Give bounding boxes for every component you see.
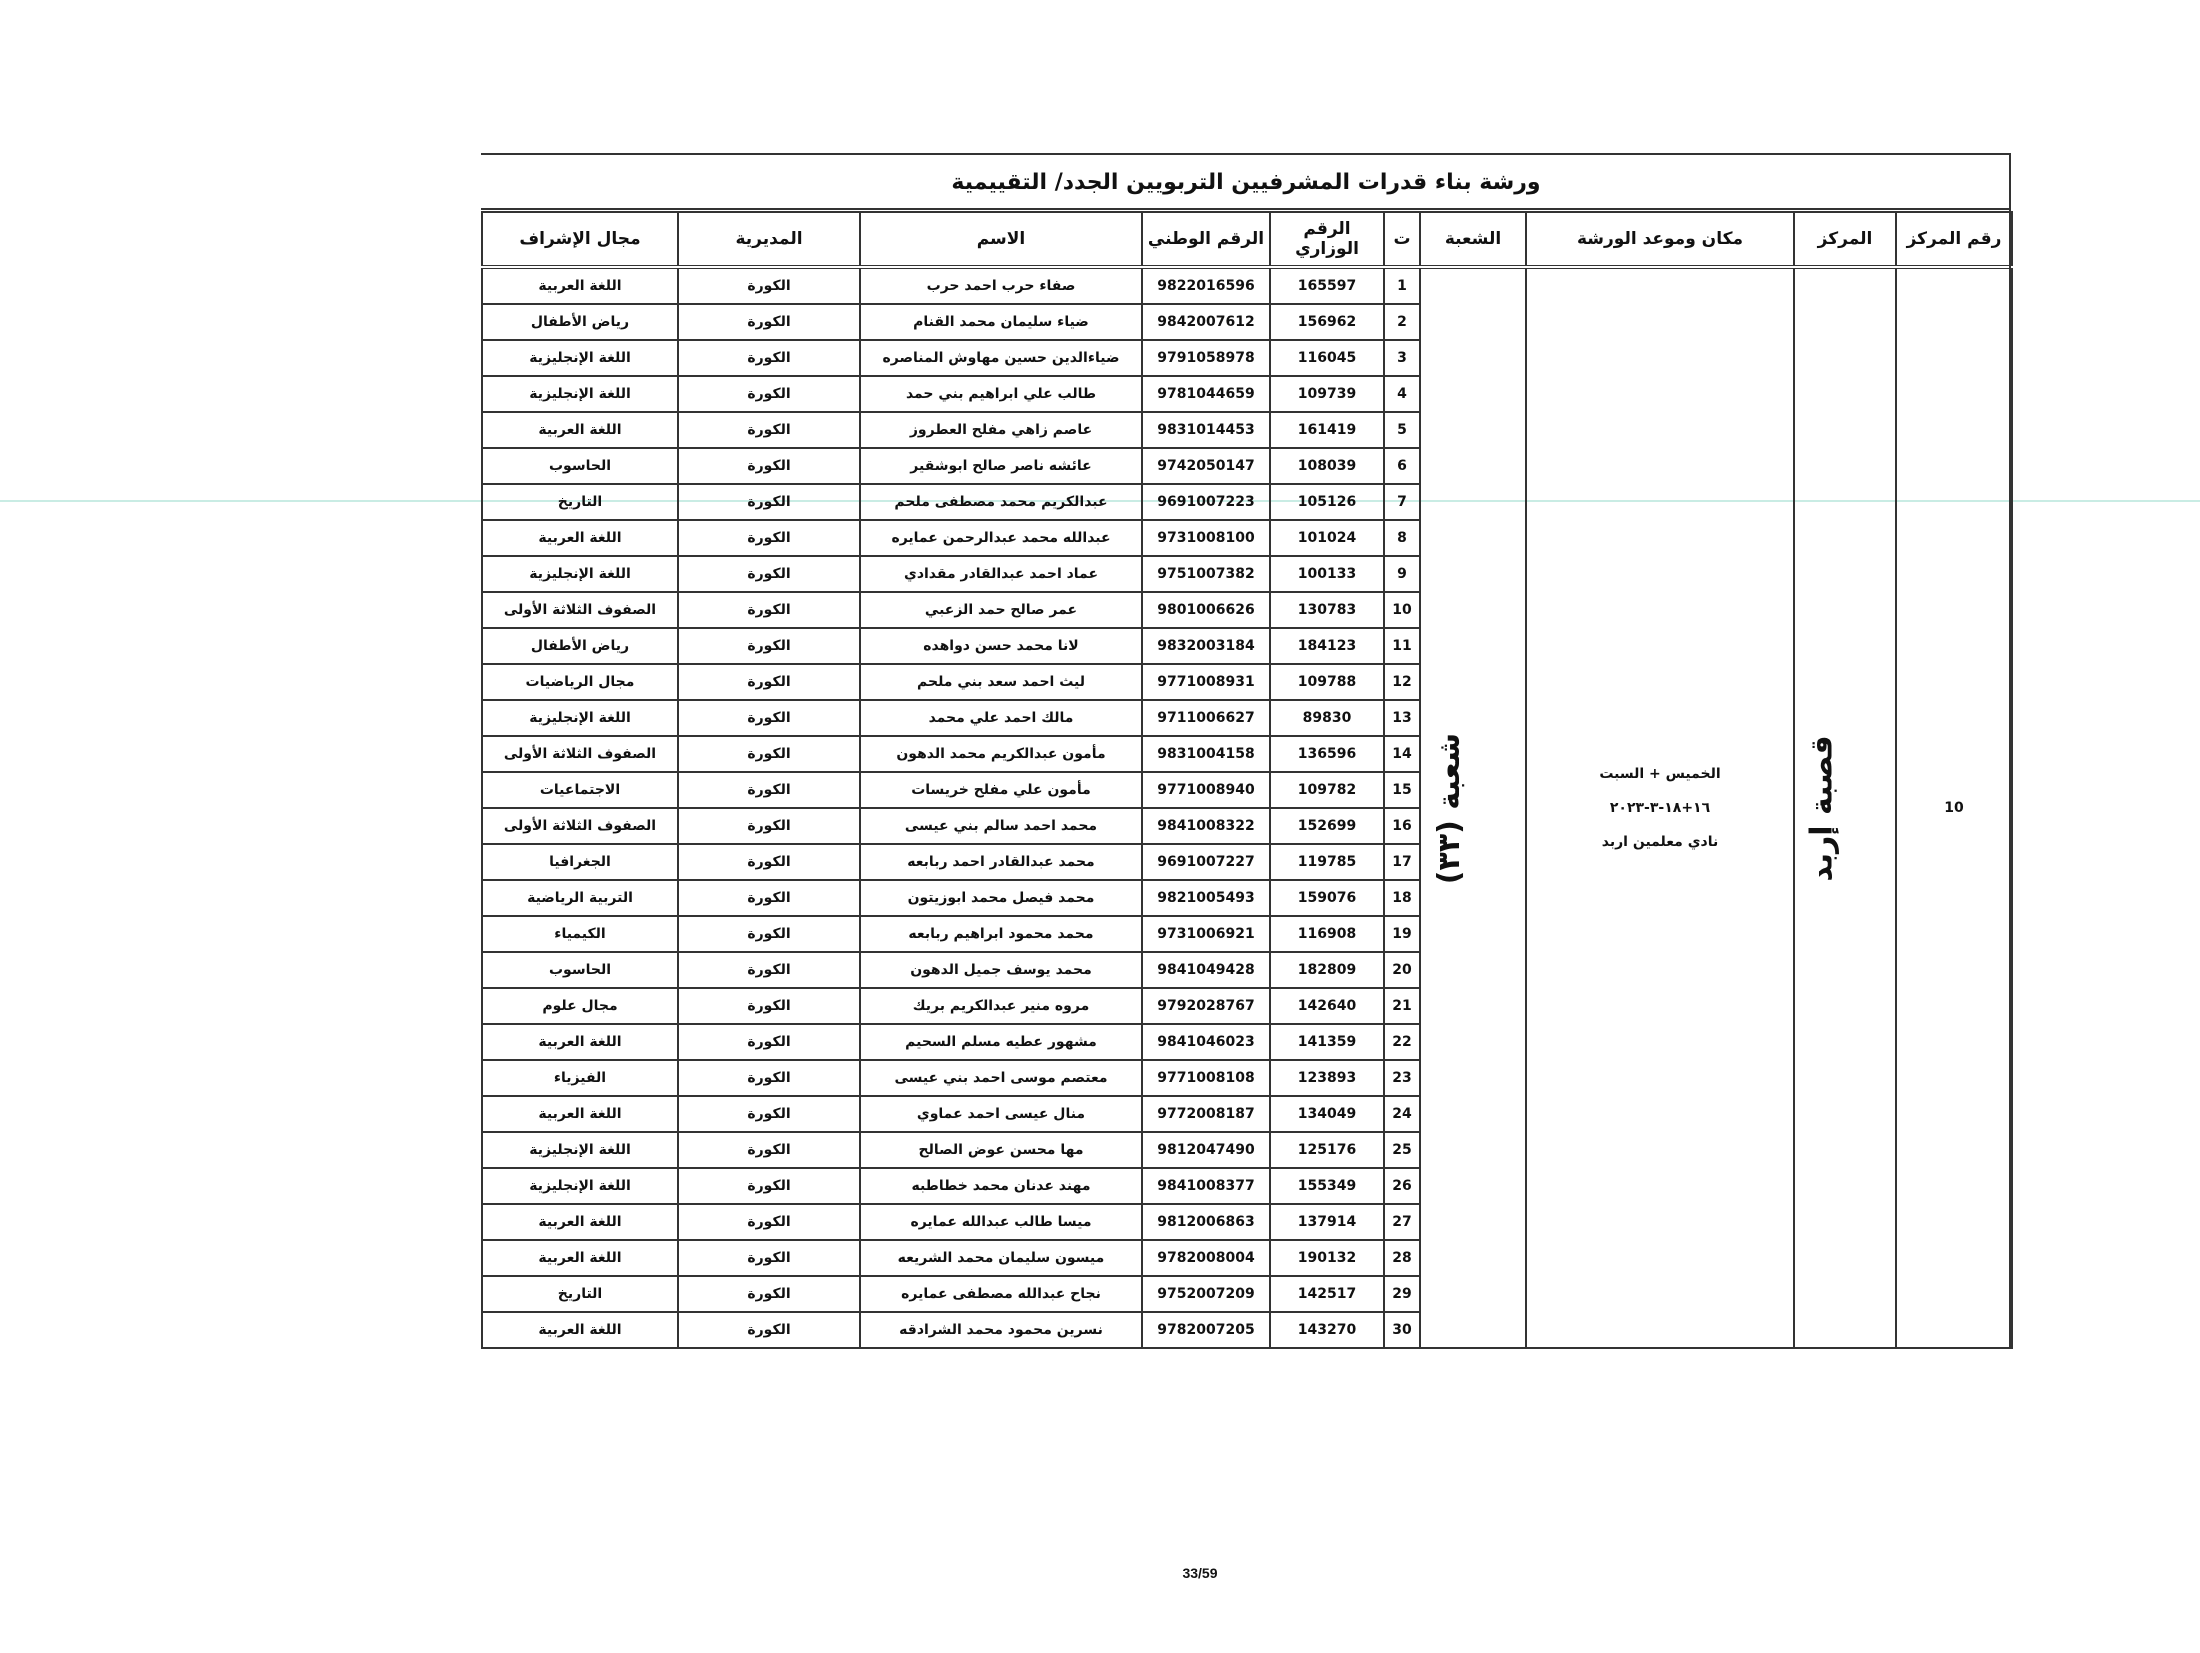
name-cell: عاصم زاهي مفلح العطروز [860,412,1142,448]
national-no-cell: 9711006627 [1142,700,1270,736]
directorate-cell: الكورة [678,1240,860,1276]
national-no-cell: 9841008322 [1142,808,1270,844]
ministry-no-cell: 105126 [1270,484,1384,520]
name-cell: مالك احمد علي محمد [860,700,1142,736]
seq-cell: 5 [1384,412,1420,448]
field-cell: التربية الرياضية [482,880,678,916]
national-no-cell: 9771008931 [1142,664,1270,700]
ministry-no-cell: 161419 [1270,412,1384,448]
header-ministry-no: الرقم الوزاري [1270,212,1384,267]
name-cell: عماد احمد عبدالقادر مقدادي [860,556,1142,592]
field-cell: التاريخ [482,1276,678,1312]
table-header-row [482,212,2012,267]
directorate-cell: الكورة [678,1132,860,1168]
ministry-no-cell: 134049 [1270,1096,1384,1132]
ministry-no-cell: 137914 [1270,1204,1384,1240]
directorate-cell: الكورة [678,988,860,1024]
seq-cell: 9 [1384,556,1420,592]
field-cell: اللغة الإنجليزية [482,340,678,376]
field-cell: الحاسوب [482,952,678,988]
ministry-no-cell: 130783 [1270,592,1384,628]
directorate-cell: الكورة [678,592,860,628]
directorate-cell: الكورة [678,1204,860,1240]
field-cell: اللغة الإنجليزية [482,1168,678,1204]
field-cell: اللغة الإنجليزية [482,556,678,592]
national-no-cell: 9781044659 [1142,376,1270,412]
directorate-cell: الكورة [678,1276,860,1312]
directorate-cell: الكورة [678,267,860,304]
section-cell [1420,267,1526,1348]
seq-cell: 21 [1384,988,1420,1024]
name-cell: صفاء حرب احمد حرب [860,267,1142,304]
seq-cell: 6 [1384,448,1420,484]
directorate-cell: الكورة [678,1060,860,1096]
table-row [482,267,2012,304]
header-field: مجال الإشراف [482,212,678,267]
national-no-cell: 9841008377 [1142,1168,1270,1204]
seq-cell: 4 [1384,376,1420,412]
national-no-cell: 9842007612 [1142,304,1270,340]
directorate-cell: الكورة [678,664,860,700]
national-no-cell: 9731008100 [1142,520,1270,556]
name-cell: مها محسن عوض الصالح [860,1132,1142,1168]
directorate-cell: الكورة [678,448,860,484]
seq-cell: 24 [1384,1096,1420,1132]
national-no-cell: 9772008187 [1142,1096,1270,1132]
directorate-cell: الكورة [678,1024,860,1060]
name-cell: ميسون سليمان محمد الشريعه [860,1240,1142,1276]
name-cell: منال عيسى احمد عماوي [860,1096,1142,1132]
national-no-cell: 9791058978 [1142,340,1270,376]
directorate-cell: الكورة [678,808,860,844]
seq-cell: 16 [1384,808,1420,844]
national-no-cell: 9831004158 [1142,736,1270,772]
name-cell: مهند عدنان محمد خطاطبه [860,1168,1142,1204]
ministry-no-cell: 123893 [1270,1060,1384,1096]
seq-cell: 8 [1384,520,1420,556]
field-cell: الكيمياء [482,916,678,952]
directorate-cell: الكورة [678,844,860,880]
header-section: الشعبة [1420,212,1526,267]
seq-cell: 22 [1384,1024,1420,1060]
ministry-no-cell: 190132 [1270,1240,1384,1276]
field-cell: مجال الرياضيات [482,664,678,700]
national-no-cell: 9821005493 [1142,880,1270,916]
name-cell: معتصم موسى احمد بني عيسى [860,1060,1142,1096]
directorate-cell: الكورة [678,736,860,772]
seq-cell: 7 [1384,484,1420,520]
ministry-no-cell: 116908 [1270,916,1384,952]
ministry-no-cell: 101024 [1270,520,1384,556]
national-no-cell: 9742050147 [1142,448,1270,484]
field-cell: اللغة العربية [482,1204,678,1240]
directorate-cell: الكورة [678,772,860,808]
seq-cell: 14 [1384,736,1420,772]
field-cell: اللغة العربية [482,412,678,448]
national-no-cell: 9841049428 [1142,952,1270,988]
seq-cell: 28 [1384,1240,1420,1276]
field-cell: اللغة العربية [482,1312,678,1348]
ministry-no-cell: 136596 [1270,736,1384,772]
name-cell: ليث احمد سعد بني ملحم [860,664,1142,700]
national-no-cell: 9771008108 [1142,1060,1270,1096]
directorate-cell: الكورة [678,520,860,556]
participants-table [481,211,2013,1349]
national-no-cell: 9841046023 [1142,1024,1270,1060]
directorate-cell: الكورة [678,628,860,664]
name-cell: مروه منير عبدالكريم بريك [860,988,1142,1024]
field-cell: اللغة الإنجليزية [482,700,678,736]
name-cell: عبدالكريم محمد مصطفى ملحم [860,484,1142,520]
field-cell: اللغة العربية [482,1096,678,1132]
name-cell: محمد عبدالقادر احمد ربابعه [860,844,1142,880]
directorate-cell: الكورة [678,916,860,952]
name-cell: محمد محمود ابراهيم ربابعه [860,916,1142,952]
venue-days: الخميس + السبت [1599,766,1721,782]
seq-cell: 10 [1384,592,1420,628]
field-cell: رياض الأطفال [482,304,678,340]
ministry-no-cell: 141359 [1270,1024,1384,1060]
national-no-cell: 9751007382 [1142,556,1270,592]
table-body [482,267,2012,1348]
national-no-cell: 9832003184 [1142,628,1270,664]
seq-cell: 3 [1384,340,1420,376]
header-national-no: الرقم الوطني [1142,212,1270,267]
ministry-no-cell: 165597 [1270,267,1384,304]
name-cell: عبدالله محمد عبدالرحمن عمايره [860,520,1142,556]
header-center: المركز [1794,212,1896,267]
name-cell: ضياءالدين حسين مهاوش المناصره [860,340,1142,376]
section-label: شعبة (٣٣) [1431,732,1467,884]
national-no-cell: 9812006863 [1142,1204,1270,1240]
field-cell: اللغة الإنجليزية [482,376,678,412]
ministry-no-cell: 159076 [1270,880,1384,916]
name-cell: مأمون علي مفلح خريسات [860,772,1142,808]
seq-cell: 2 [1384,304,1420,340]
field-cell: اللغة العربية [482,520,678,556]
seq-cell: 15 [1384,772,1420,808]
ministry-no-cell: 119785 [1270,844,1384,880]
ministry-no-cell: 116045 [1270,340,1384,376]
directorate-cell: الكورة [678,880,860,916]
field-cell: الصفوف الثلاثة الأولى [482,808,678,844]
field-cell: اللغة العربية [482,267,678,304]
name-cell: مشهور عطيه مسلم السحيم [860,1024,1142,1060]
name-cell: ميسا طالب عبدالله عمايره [860,1204,1142,1240]
national-no-cell: 9801006626 [1142,592,1270,628]
directorate-cell: الكورة [678,556,860,592]
ministry-no-cell: 109739 [1270,376,1384,412]
name-cell: مأمون عبدالكريم محمد الدهون [860,736,1142,772]
name-cell: نسرين محمود محمد الشرادقه [860,1312,1142,1348]
name-cell: محمد احمد سالم بني عيسى [860,808,1142,844]
name-cell: محمد يوسف جميل الدهون [860,952,1142,988]
national-no-cell: 9831014453 [1142,412,1270,448]
page-number: 33/59 [1182,1565,1218,1581]
directorate-cell: الكورة [678,376,860,412]
field-cell: التاريخ [482,484,678,520]
field-cell: الاجتماعيات [482,772,678,808]
national-no-cell: 9782007205 [1142,1312,1270,1348]
ministry-no-cell: 152699 [1270,808,1384,844]
header-seq: ت [1384,212,1420,267]
directorate-cell: الكورة [678,952,860,988]
ministry-no-cell: 155349 [1270,1168,1384,1204]
national-no-cell: 9792028767 [1142,988,1270,1024]
header-venue: مكان وموعد الورشة [1526,212,1794,267]
seq-cell: 18 [1384,880,1420,916]
document-title: ورشة بناء قدرات المشرفيين التربويين الجدد/ التقييمية [481,155,2011,210]
national-no-cell: 9691007227 [1142,844,1270,880]
seq-cell: 11 [1384,628,1420,664]
center-name: قصبة إربد [1804,734,1840,882]
national-no-cell: 9812047490 [1142,1132,1270,1168]
directorate-cell: الكورة [678,1096,860,1132]
ministry-no-cell: 142517 [1270,1276,1384,1312]
field-cell: رياض الأطفال [482,628,678,664]
national-no-cell: 9822016596 [1142,267,1270,304]
header-directorate: المديرية [678,212,860,267]
seq-cell: 29 [1384,1276,1420,1312]
ministry-no-cell: 100133 [1270,556,1384,592]
directorate-cell: الكورة [678,412,860,448]
field-cell: الصفوف الثلاثة الأولى [482,736,678,772]
field-cell: مجال علوم [482,988,678,1024]
seq-cell: 30 [1384,1312,1420,1348]
ministry-no-cell: 89830 [1270,700,1384,736]
directorate-cell: الكورة [678,700,860,736]
venue-dates: ١٦+١٨-٣-٢٠٢٣ [1609,800,1711,816]
name-cell: عمر صالح حمد الزعبي [860,592,1142,628]
field-cell: الحاسوب [482,448,678,484]
seq-cell: 12 [1384,664,1420,700]
field-cell: اللغة العربية [482,1024,678,1060]
header-center-no: رقم المركز [1896,212,2012,267]
seq-cell: 1 [1384,267,1420,304]
name-cell: طالب علي ابراهيم بني حمد [860,376,1142,412]
ministry-no-cell: 182809 [1270,952,1384,988]
directorate-cell: الكورة [678,1312,860,1348]
directorate-cell: الكورة [678,1168,860,1204]
seq-cell: 27 [1384,1204,1420,1240]
ministry-no-cell: 156962 [1270,304,1384,340]
field-cell: اللغة العربية [482,1240,678,1276]
field-cell: الفيزياء [482,1060,678,1096]
name-cell: لانا محمد حسن دواهده [860,628,1142,664]
venue-place: نادي معلمين اربد [1601,834,1719,850]
name-cell: ضياء سليمان محمد القنام [860,304,1142,340]
field-cell: الجغرافيا [482,844,678,880]
center-name-cell [1794,267,1896,1348]
header-name: الاسم [860,212,1142,267]
directorate-cell: الكورة [678,304,860,340]
ministry-no-cell: 142640 [1270,988,1384,1024]
national-no-cell: 9691007223 [1142,484,1270,520]
name-cell: محمد فيصل محمد ابوزيتون [860,880,1142,916]
name-cell: عائشه ناصر صالح ابوشقير [860,448,1142,484]
field-cell: الصفوف الثلاثة الأولى [482,592,678,628]
national-no-cell: 9782008004 [1142,1240,1270,1276]
national-no-cell: 9752007209 [1142,1276,1270,1312]
directorate-cell: الكورة [678,484,860,520]
name-cell: نجاح عبدالله مصطفى عمايره [860,1276,1142,1312]
directorate-cell: الكورة [678,340,860,376]
ministry-no-cell: 109788 [1270,664,1384,700]
seq-cell: 20 [1384,952,1420,988]
ministry-no-cell: 184123 [1270,628,1384,664]
seq-cell: 13 [1384,700,1420,736]
national-no-cell: 9771008940 [1142,772,1270,808]
center-number-cell: 10 [1896,267,2012,1348]
national-no-cell: 9731006921 [1142,916,1270,952]
field-cell: اللغة الإنجليزية [482,1132,678,1168]
seq-cell: 23 [1384,1060,1420,1096]
seq-cell: 25 [1384,1132,1420,1168]
ministry-no-cell: 125176 [1270,1132,1384,1168]
seq-cell: 17 [1384,844,1420,880]
ministry-no-cell: 109782 [1270,772,1384,808]
seq-cell: 26 [1384,1168,1420,1204]
ministry-no-cell: 108039 [1270,448,1384,484]
seq-cell: 19 [1384,916,1420,952]
ministry-no-cell: 143270 [1270,1312,1384,1348]
